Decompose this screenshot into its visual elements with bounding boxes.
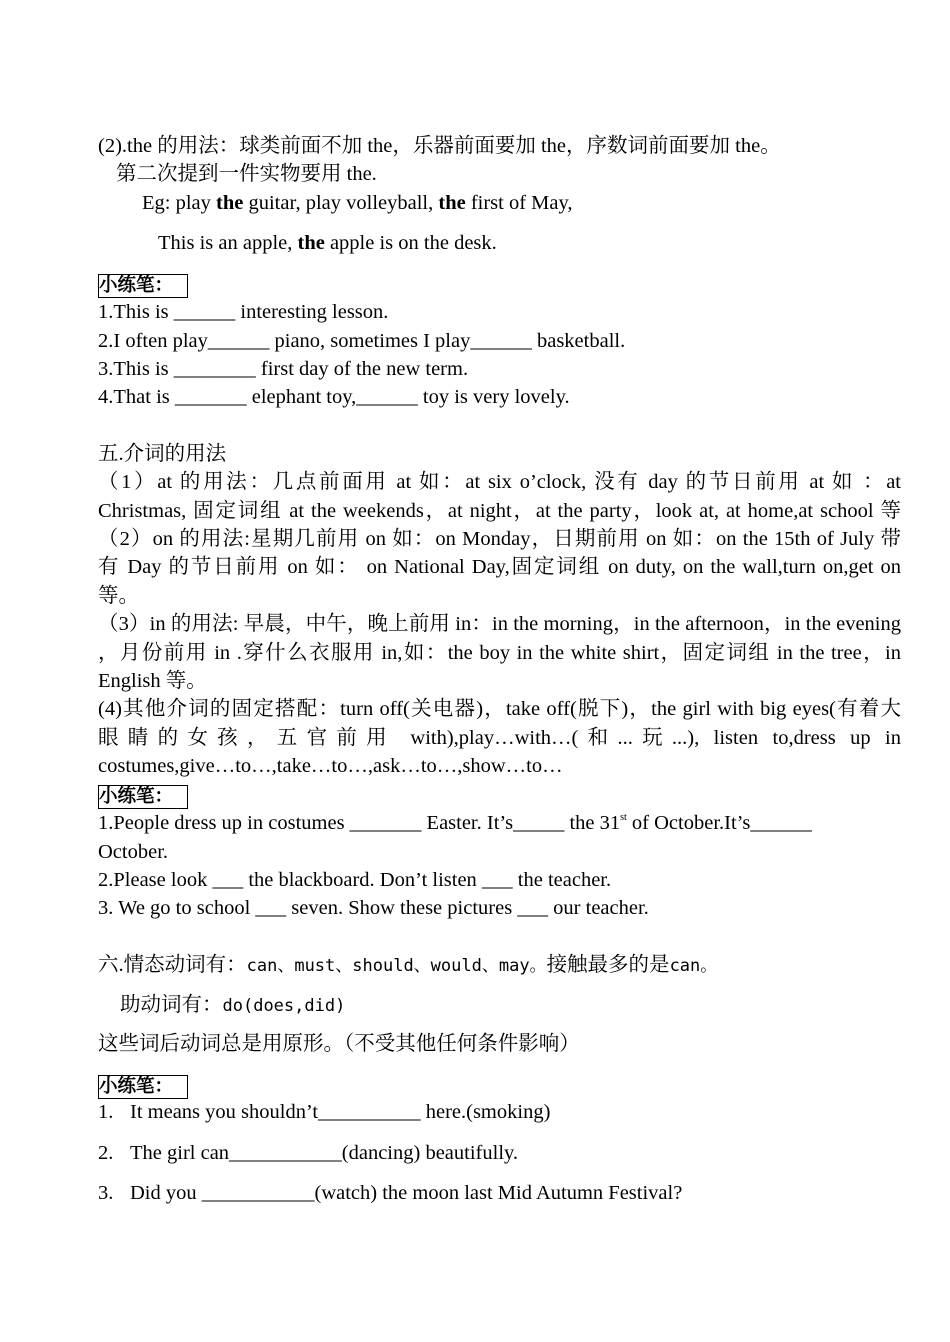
exercise-text: 3.This is ________ first day of the new term. bbox=[98, 358, 469, 380]
the-example-1 bbox=[142, 189, 573, 217]
paragraph-line bbox=[98, 525, 901, 553]
paragraph-text: （1）at 的用法：几点前面用 at 如：at six o’clock, 没有 day 的节日前用 at 如 ：at bbox=[98, 471, 901, 493]
practice-label-1 bbox=[98, 271, 188, 299]
paragraph-text: 眼睛的女孩，五官前用 with),play…with…(和...玩...), listen to,dress up in bbox=[98, 727, 901, 749]
example-bold: the bbox=[216, 192, 244, 214]
example-text: This is an apple, bbox=[158, 232, 298, 254]
aux-verbs-line bbox=[120, 991, 345, 1020]
paragraph-line bbox=[98, 752, 901, 780]
paragraph-line bbox=[98, 553, 901, 581]
exercise-line bbox=[98, 355, 468, 383]
aux-verbs-label: 助动词有： bbox=[120, 994, 223, 1016]
paragraph-line bbox=[98, 468, 901, 496]
exercise-text: 4.That is _______ elephant toy,______ toy is very lovely. bbox=[98, 386, 570, 408]
example-bold: the bbox=[438, 192, 466, 214]
paragraph-text: costumes,give…to…,take…to…,ask…to…,show…to… bbox=[98, 755, 563, 777]
exercise-line bbox=[98, 809, 812, 837]
exercise-text: 3. We go to school ___ seven. Show these pictures ___ our teacher. bbox=[98, 897, 649, 919]
paragraph-line bbox=[98, 497, 901, 525]
exercise-text: 1.This is ______ interesting lesson. bbox=[98, 301, 389, 323]
paragraph-text: ，月份前用 in .穿什么衣服用 in,如：the boy in the white shirt，固定词组 in the tree，in bbox=[98, 642, 901, 664]
section-heading-text: 五.介词的用法 bbox=[98, 443, 227, 465]
exercise-line bbox=[98, 894, 649, 922]
practice-label-box: 小练笔： bbox=[98, 785, 188, 809]
exercise-line bbox=[98, 866, 611, 894]
paragraph-text: 有 Day 的节日前用 on 如： on National Day,固定词组 on duty, on the wall,turn on,get on bbox=[98, 556, 901, 578]
exercise-line bbox=[98, 327, 625, 355]
section-heading bbox=[98, 951, 717, 980]
aux-verbs-words: do(does,did) bbox=[222, 996, 346, 1016]
superscript: st bbox=[620, 812, 627, 823]
exercise-text: It means you shouldn’t__________ here.(smoking) bbox=[130, 1101, 551, 1123]
exercise-text: of October.It’s______ bbox=[626, 812, 812, 834]
example-text: guitar, play volleyball, bbox=[243, 192, 439, 214]
exercise-number: 1. bbox=[98, 1101, 114, 1123]
paragraph-text: （2）on 的用法:星期几前用 on 如：on Monday，日期前用 on 如：on the 15th of July 带 bbox=[98, 528, 901, 550]
rule-line bbox=[98, 1030, 580, 1058]
numbered-exercise bbox=[98, 1098, 550, 1126]
exercise-line bbox=[98, 383, 570, 411]
exercise-text: Did you ___________(watch) the moon last Mid Autumn Festival? bbox=[130, 1182, 683, 1204]
rule-text: 这些词后动词总是用原形。（不受其他任何条件影响） bbox=[98, 1033, 580, 1055]
example-text: apple is on the desk. bbox=[324, 232, 497, 254]
numbered-exercise bbox=[98, 1139, 518, 1167]
the-usage-rule bbox=[98, 132, 781, 160]
exercise-text: 2.Please look ___ the blackboard. Don’t listen ___ the teacher. bbox=[98, 869, 612, 891]
the-usage-rule-2-text: 第二次提到一件实物要用 the. bbox=[116, 163, 377, 185]
paragraph-text: (4)其他介词的固定搭配：turn off(关电器)，take off(脱下)，the girl with big eyes(有着大 bbox=[98, 698, 901, 720]
paragraph-text: English 等。 bbox=[98, 670, 207, 692]
exercise-line bbox=[98, 838, 168, 866]
example-text: Eg: play bbox=[142, 192, 217, 214]
section-heading bbox=[98, 440, 226, 468]
exercise-text: The girl can___________(dancing) beautifully. bbox=[130, 1142, 519, 1164]
paragraph-line bbox=[98, 582, 901, 610]
example-bold: the bbox=[297, 232, 325, 254]
paragraph-text: 等。 bbox=[98, 585, 139, 607]
the-usage-rule-2 bbox=[116, 160, 377, 188]
paragraph-line bbox=[98, 667, 901, 695]
section-heading-text: 六.情态动词有： bbox=[98, 954, 247, 976]
exercise-line bbox=[98, 298, 388, 326]
paragraph-line bbox=[98, 724, 901, 752]
paragraph-text: （3）in 的用法: 早晨，中午，晚上前用 in：in the morning，in the afternoon，in the evening bbox=[98, 613, 901, 635]
the-usage-rule-text: (2).the 的用法：球类前面不加 the，乐器前面要加 the，序数词前面要加 the。 bbox=[98, 135, 781, 157]
section-heading-text: 接触最多的是 bbox=[546, 954, 670, 976]
practice-label-3 bbox=[98, 1072, 188, 1100]
exercise-text: 1.People dress up in costumes _______ Easter. It’s_____ the 31 bbox=[98, 812, 621, 834]
practice-label-box: 小练笔： bbox=[98, 1075, 188, 1099]
paragraph-text: Christmas, 固定词组 at the weekends，at night，at the party，look at, at home,at school 等 bbox=[98, 500, 901, 522]
exercise-number: 3. bbox=[98, 1182, 114, 1204]
paragraph-line bbox=[98, 695, 901, 723]
example-text: first of May, bbox=[465, 192, 573, 214]
practice-label-box: 小练笔： bbox=[98, 274, 188, 298]
paragraph-line bbox=[98, 639, 901, 667]
exercise-number: 2. bbox=[98, 1142, 114, 1164]
exercise-text: 2.I often play______ piano, sometimes I play______ basketball. bbox=[98, 330, 626, 352]
exercise-text: October. bbox=[98, 841, 169, 863]
the-example-2 bbox=[158, 229, 497, 257]
practice-label-2 bbox=[98, 782, 188, 810]
modal-words: can。 bbox=[669, 956, 718, 976]
numbered-exercise bbox=[98, 1179, 682, 1207]
paragraph-line bbox=[98, 610, 901, 638]
modal-words: can、must、should、would、may。 bbox=[246, 956, 547, 976]
